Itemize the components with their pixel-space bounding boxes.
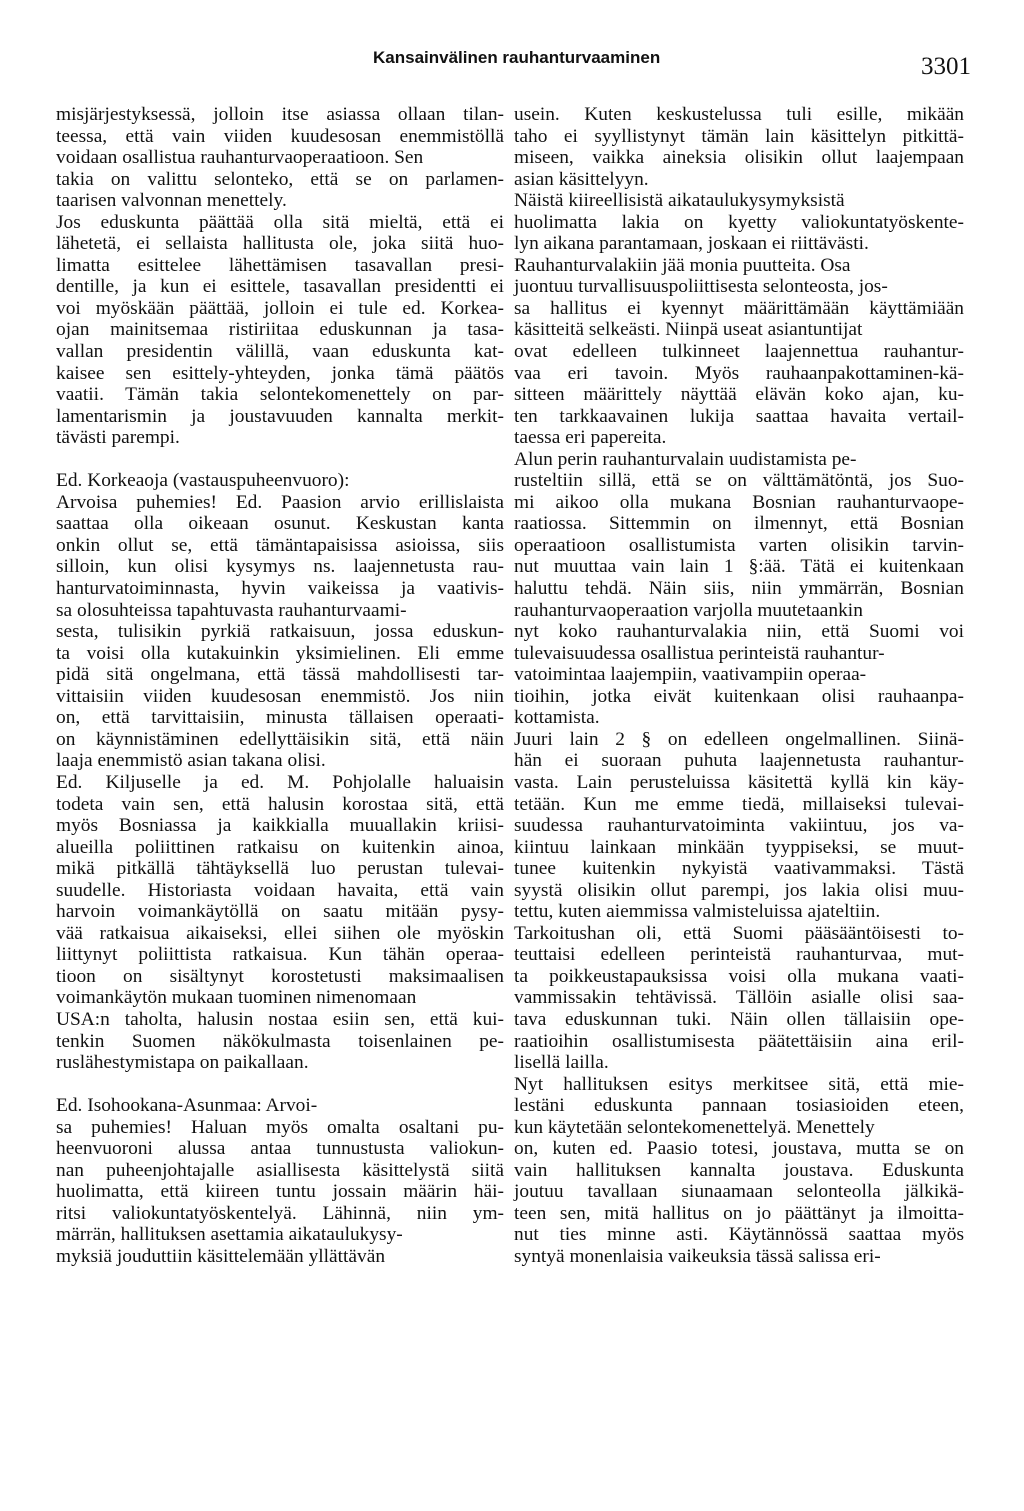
- text-line: syystä olisikin ollut parempi, jos lakia olisi muu-: [514, 879, 964, 901]
- text-line: nyt koko rauhanturvalakia niin, että Suomi voi: [514, 621, 964, 643]
- text-line: Ed. Isohookana-Asunmaa: Arvoi-: [56, 1095, 318, 1117]
- text-line: Jos eduskunta päättää olla sitä mieltä, että ei: [56, 211, 504, 233]
- text-line: misjärjestyksessä, jolloin itse asiassa ollaan tilan-: [56, 104, 504, 125]
- text-line: lestäni eduskunta pannaan tosiasioiden eteen,: [514, 1095, 964, 1117]
- text-line: suudessa rauhanturvatoiminta vakiintuu, jos va-: [514, 815, 964, 837]
- text-line: takia on valittu selonteko, että se on parlamen-: [56, 168, 504, 190]
- text-line: Alun perin rauhanturvalain uudistamista pe-: [514, 448, 857, 470]
- text-line: suudelle. Historiasta voidaan havaita, että vain: [56, 879, 504, 901]
- text-line: silloin, kun olisi kysymys ns. laajennetusta rau-: [56, 556, 504, 578]
- text-line: huolimatta, että kiireen tuntu jossain määrin häi-: [56, 1181, 504, 1203]
- text-line: huolimatta lakia on kyetty valiokuntatyöskente-: [514, 211, 964, 233]
- text-line: Ed. Korkeaoja (vastauspuheenvuoro):: [56, 470, 350, 492]
- text-line: sa hallitus ei kyennyt määrittämään käyttämiään: [514, 297, 964, 319]
- text-line: Arvoisa puhemies! Ed. Paasion arvio erillislaista: [56, 491, 504, 513]
- text-line: ta poikkeustapauksissa voisi olla mukana vaati-: [514, 965, 964, 987]
- text-line: kaisee sen esittely-yhteyden, jonka tämä päätös: [56, 362, 504, 384]
- text-line: asian käsittelyyn.: [514, 168, 649, 190]
- text-line: lisellä lailla.: [514, 1052, 609, 1074]
- text-line: kun käytetään selontekomenettelyä. Menettely: [514, 1116, 875, 1138]
- text-line: Näistä kiireellisistä aikataulukysymyksistä: [514, 190, 845, 212]
- text-line: voimankäytön mukaan tuominen nimenomaan: [56, 987, 417, 1009]
- text-line: on, kuten ed. Paasio totesi, joustava, mutta se on: [514, 1138, 964, 1160]
- text-line: voidaan osallistua rauhanturvaoperaatioon. Sen: [56, 147, 424, 169]
- text-line: operaatioon osallistumista varten olisikin tarvin-: [514, 534, 964, 556]
- text-line: alueilla poliittinen ratkaisu on kuitenkin ainoa,: [56, 836, 504, 858]
- text-line: tetään. Kun me emme tiedä, millaiseksi tulevai-: [514, 793, 964, 815]
- right-text-column: [514, 104, 964, 1268]
- text-line: tenkin Suomen näkökulmasta toisenlainen pe-: [56, 1030, 504, 1052]
- text-line: raatioihin osallistumisesta päätettäisiin aina eril-: [514, 1030, 964, 1052]
- text-line: vittaisiin viiden kuudesosan enemmistö. Jos niin: [56, 685, 504, 707]
- text-line: märrän, hallituksen asettamia aikataulukysy-: [56, 1224, 403, 1246]
- text-line: tulevaisuudessa osallistua perinteistä rauhantur-: [514, 642, 885, 664]
- text-line: ojan mainitsemaa ristiriitaa eduskunnan ja tasa-: [56, 319, 504, 341]
- text-line: mikä pitkällä tähtäyksellä luo perustan tulevai-: [56, 858, 504, 880]
- text-line: vain hallituksen kannalta joustava. Eduskunta: [514, 1159, 964, 1181]
- text-line: hän ei suoraan puhuta laajennetusta rauhantur-: [514, 750, 964, 772]
- running-header-title: Kansainvälinen rauhanturvaaminen: [373, 48, 661, 67]
- text-line: nut ties minne asti. Käytännössä saattaa myös: [514, 1224, 964, 1246]
- text-line: nut muuttaa vain lain 1 §:ää. Tätä ei kuitenkaan: [514, 556, 964, 578]
- text-line: Nyt hallituksen esitys merkitsee sitä, että mie-: [514, 1073, 964, 1095]
- text-line: onkin ollut se, että tämäntapaisissa asioissa, siis: [56, 534, 504, 556]
- text-line: vaatii. Tämän takia selontekomenettely on par-: [56, 384, 504, 406]
- text-line: ta voisi olla kutakuinkin yksimielinen. Eli emme: [56, 642, 504, 664]
- text-line: tunee kuitenkin nykyistä vaativammaksi. Tästä: [514, 858, 964, 880]
- text-line: taarisen valvonnan menettely.: [56, 190, 287, 212]
- text-line: tettu, kuten aiemmissa valmisteluissa ajateltiin.: [514, 901, 881, 923]
- text-line: haluttu tehdä. Näin siis, niin ymmärrän, Bosnian: [514, 578, 964, 600]
- text-line: kottamista.: [514, 707, 600, 729]
- text-line: teen sen, mitä hallitus on jo päättänyt ja ilmoitta-: [514, 1202, 964, 1224]
- text-line: lyn aikana parantamaan, joskaan ei riittävästi.: [514, 233, 869, 255]
- text-line: todeta vain sen, että halusin korostaa sitä, että: [56, 793, 504, 815]
- text-line: teuttaisi edelleen perinteistä rauhanturvaa, mut-: [514, 944, 964, 966]
- text-line: USA:n taholta, halusin nostaa esiin sen, että kui-: [56, 1008, 504, 1030]
- text-line: joutuu tavallaan siunaamaan selonteolla jälkikä-: [514, 1181, 964, 1203]
- text-line: taho ei syyllistynyt tämän lain käsittelyn pitkittä-: [514, 125, 964, 147]
- text-line: teessa, että vain viiden kuudesosan enemmistöllä: [56, 125, 504, 147]
- text-line: myksiä jouduttiin käsittelemään yllättävän: [56, 1245, 386, 1267]
- page-number: 3301: [921, 53, 971, 80]
- text-line: Juuri lain 2 § on edelleen ongelmallinen. Siinä-: [514, 728, 964, 750]
- text-line: myös Bosniassa ja kaikkialla muuallakin kriisi-: [56, 815, 504, 837]
- text-line: lähetetä, ei sellaista hallitusta ole, joka siitä huo-: [56, 233, 504, 255]
- text-line: käsitteitä selkeästi. Niinpä useat asiantuntijat: [514, 319, 863, 341]
- text-line: vasta. Lain perusteluissa käsitettä kyllä kin käy-: [514, 771, 964, 793]
- text-line: laaja enemmistö asian takana olisi.: [56, 750, 326, 772]
- text-line: sesta, tulisikin pyrkiä ratkaisuun, jossa eduskun-: [56, 621, 504, 643]
- text-line: kiintuu lainkaan minkään tyyppiseksi, se muut-: [514, 836, 964, 858]
- text-line: raatiossa. Sittemmin on ilmennyt, että Bosnian: [514, 513, 964, 535]
- text-line: sa olosuhteissa tapahtuvasta rauhanturvaami-: [56, 599, 407, 621]
- text-line: ovat edelleen tulkinneet laajennettua rauhantur-: [514, 341, 964, 363]
- text-line: tava eduskunnan tuki. Näin ollen tällaisiin ope-: [514, 1008, 964, 1030]
- text-line: mi aikoo olla mukana Bosnian rauhanturvaope-: [514, 491, 964, 513]
- text-line: hanturvatoiminnasta, hyvin vaikeissa ja vaativis-: [56, 578, 504, 600]
- text-line: rusteltiin sillä, että se on välttämätöntä, jos Suo-: [514, 470, 964, 492]
- text-line: pidä sitä ongelmana, että tässä mahdollisesti tar-: [56, 664, 504, 686]
- text-line: Ed. Kiljuselle ja ed. M. Pohjolalle haluaisin: [56, 771, 504, 793]
- text-line: harvoin voimankäytöllä on saatu mitään pysy-: [56, 901, 504, 923]
- text-line: vallan presidentin välillä, vaan eduskunta kat-: [56, 341, 504, 363]
- text-line: lamentarismin ja joustavuuden kannalta merkit-: [56, 405, 504, 427]
- text-line: vää ratkaisua aikaiseksi, ellei siihen ole myöskin: [56, 922, 504, 944]
- text-line: vammissakin tehtävissä. Tällöin asialle olisi saa-: [514, 987, 964, 1009]
- text-line: syntyä monenlaisia vaikeuksia tässä salissa eri-: [514, 1245, 881, 1267]
- text-line: voi myöskään päättää, jolloin ei tule ed. Korkea-: [56, 297, 504, 319]
- text-line: dentille, ja kun ei esittele, tasavallan presidentti ei: [56, 276, 504, 298]
- text-line: heenvuoroni alussa antaa tunnustusta valiokun-: [56, 1138, 504, 1160]
- text-line: juontuu turvallisuuspoliittisesta selonteosta, jos-: [514, 276, 888, 298]
- text-line: on käynnistäminen edellyttäisikin sitä, että näin: [56, 728, 504, 750]
- text-line: limatta esittelee lähettämisen tasavallan presi-: [56, 254, 504, 276]
- text-line: tioihin, jotka eivät kuitenkaan olisi rauhaanpa-: [514, 685, 964, 707]
- text-line: tävästi parempi.: [56, 427, 180, 449]
- text-line: Rauhanturvalakiin jää monia puutteita. Osa: [514, 254, 851, 276]
- text-line: miseen, vaikka aineksia olisikin ollut laajempaan: [514, 147, 964, 169]
- text-line: ritsi valiokuntatyöskentelyä. Lähinnä, niin ym-: [56, 1202, 504, 1224]
- text-line: taessa eri papereita.: [514, 427, 667, 449]
- text-line: [56, 449, 504, 471]
- text-line: Tarkoitushan oli, että Suomi pääsääntöisesti to-: [514, 922, 964, 944]
- text-line: ruslähestymistapa on paikallaan.: [56, 1052, 309, 1074]
- text-line: sa puhemies! Haluan myös omalta osaltani pu-: [56, 1116, 504, 1138]
- text-line: ten tarkkaavainen lukija saattaa havaita vertail-: [514, 405, 964, 427]
- text-line: vatoimintaa laajempiin, vaativampiin operaa-: [514, 664, 867, 686]
- text-line: nan puheenjohtajalle asiallisesta käsittelystä siitä: [56, 1159, 504, 1181]
- text-line: usein. Kuten keskustelussa tuli esille, mikään: [514, 104, 964, 125]
- text-line: vaa eri tavoin. Myös rauhaanpakottaminen-kä-: [514, 362, 964, 384]
- text-line: tioon on sisältynyt korostetusti maksimaalisen: [56, 965, 504, 987]
- text-line: rauhanturvaoperaation varjolla muutetaankin: [514, 599, 863, 621]
- left-text-column: [56, 104, 504, 1268]
- text-line: liittynyt poliittista ratkaisua. Kun tähän operaa-: [56, 944, 504, 966]
- text-line: on, että tarvittaisiin, minusta tällaisen operaati-: [56, 707, 504, 729]
- text-line: sitteen määrittely näyttää elävän koko ajan, ku-: [514, 384, 964, 406]
- text-line: saattaa olla oikeaan osunut. Keskustan kanta: [56, 513, 504, 535]
- text-line: [56, 1074, 504, 1096]
